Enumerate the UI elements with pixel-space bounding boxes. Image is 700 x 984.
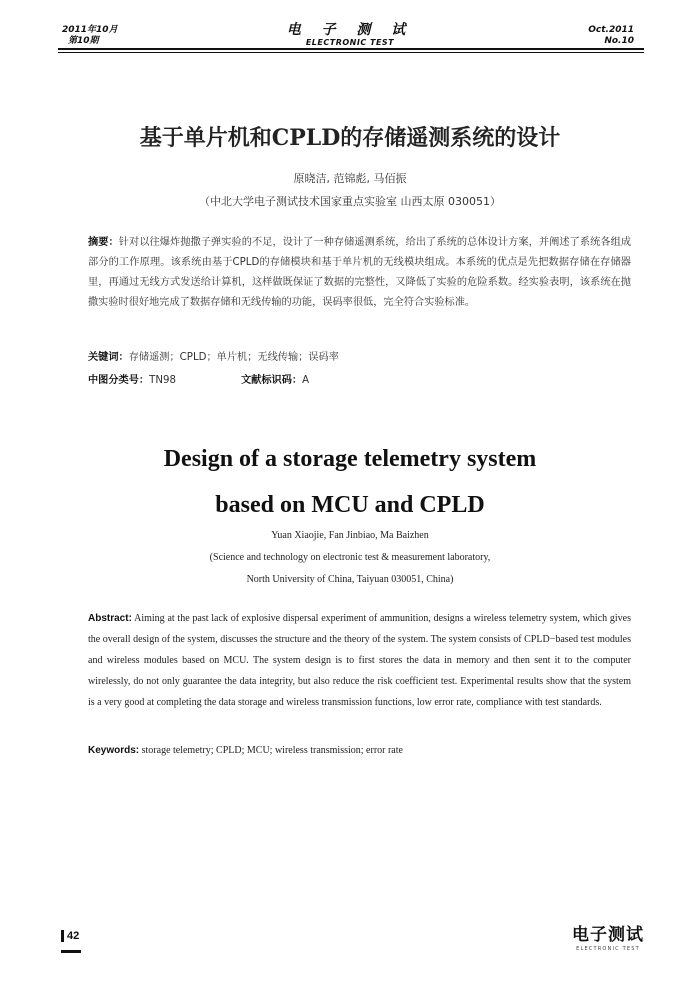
authors-cn: 原晓洁, 范锦彪, 马佰振 xyxy=(293,172,407,185)
affiliation-en-line2: North University of China, Taiyuan 030051, China) xyxy=(246,574,454,585)
doc-value: A xyxy=(302,375,310,386)
keywords-label-cn: 关键词： xyxy=(88,352,129,363)
paper-title-cn: 基于单片机和CPLD的存储遥测系统的设计 xyxy=(139,125,561,151)
header-issue-cn: 第10期 xyxy=(68,36,99,46)
affiliation-cn: （中北大学电子测试技术国家重点实验室 山西太原 030051） xyxy=(199,195,501,208)
header-rule-thick xyxy=(58,48,644,50)
keywords-text-en: storage telemetry; CPLD; MCU; wireless transmission; error rate xyxy=(141,745,403,756)
doc-label: 文献标识码： xyxy=(241,375,303,386)
class-value: TN98 xyxy=(149,375,176,386)
abstract-label-cn: 摘要： xyxy=(88,237,119,248)
abstract-text-en: Aiming at the past lack of explosive dispersal experiment of ammunition, designs a wireless telemetry system, which gives the overall design of the system, discusses the structure and the theory of the system. The system consists of CPLD−based test modules and wireless modules based on MCU. The system design is to first stores the data in memory and then sent it to the computer wirelessly, do not only guarantee the data integrity, but also reduce the risk coefficient test. Experimental results show that the system is a very good at completing the data storage and wireless transmission functions, low error rate, compliance with test standards. xyxy=(88,613,631,708)
page-number: 42 xyxy=(61,930,79,942)
keywords-label-en: Keywords: xyxy=(88,745,140,756)
abstract-label-en: Abstract: xyxy=(88,613,132,624)
keywords-cn xyxy=(88,348,339,363)
authors-en: Yuan Xiaojie, Fan Jinbiao, Ma Baizhen xyxy=(271,530,429,541)
header-date-issue-en xyxy=(588,25,634,47)
header-date-en: Oct.2011 xyxy=(588,25,634,35)
header-issue-en: No.10 xyxy=(604,36,634,46)
abstract-cn xyxy=(88,233,631,313)
journal-name-en: ELECTRONIC TEST xyxy=(305,38,395,47)
paper-title-en-line2: based on MCU and CPLD xyxy=(215,492,485,518)
header-date-cn: 2011年10月 xyxy=(62,25,118,35)
logo-text: 电子测试 xyxy=(572,925,644,945)
abstract-en xyxy=(88,608,631,713)
journal-name-cn: 电 子 测 试 xyxy=(286,22,414,38)
abstract-text-cn: 针对以往爆炸抛撒子弹实验的不足，设计了一种存储遥测系统，给出了系统的总体设计方案，并阐述了系统各组成部分的工作原理。该系统由基于CPLD的存储模块和基于单片机的无线模块组成。本系统的优点是先把数据存储在存储器里，再通过无线方式发送给计算机，这样做既保证了数据的完整性，又降低了实验的危险系数。经实验表明，该系统在抛撒实验时很好地完成了数据存储和无线传输的功能，误码率很低，完全符合实验标准。 xyxy=(88,237,632,308)
affiliation-en-line1: (Science and technology on electronic test & measurement laboratory, xyxy=(209,552,491,563)
keywords-en xyxy=(88,745,631,756)
paper-title-en-line1: Design of a storage telemetry system xyxy=(163,446,537,472)
doc-code xyxy=(241,371,309,386)
journal-logo xyxy=(562,920,654,954)
header-rule-thin xyxy=(58,52,644,53)
paper-title-en xyxy=(0,440,700,524)
keywords-text-cn: 存储遥测；CPLD；单片机；无线传输；误码率 xyxy=(128,352,339,363)
logo-subtext: ELECTRONIC TEST xyxy=(576,946,640,952)
class-label: 中图分类号： xyxy=(88,375,150,386)
page-number-bar xyxy=(61,950,81,953)
classification-row xyxy=(88,371,588,386)
